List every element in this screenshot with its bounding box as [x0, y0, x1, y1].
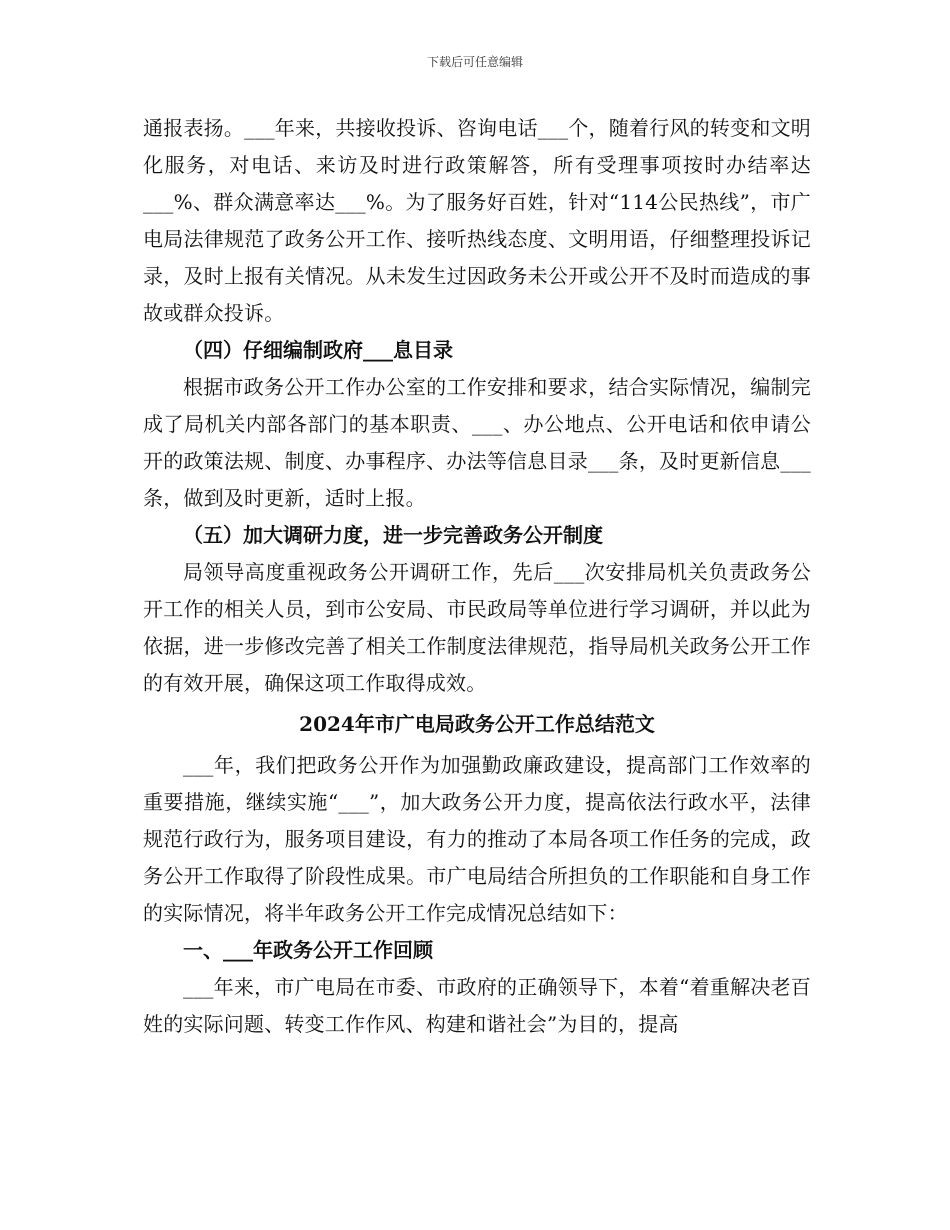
paragraph-2: 根据市政务公开工作办公室的工作安排和要求，结合实际情况，编制完成了局机关内部各部门的基本职责、___、办公地点、公开电话和依申请公开的政策法规、制度、办事程序、办法等信息目录___条，及时更新信息___条，做到及时更新，适时上报。	[143, 375, 811, 510]
paragraph-5: ___年来，市广电局在市委、市政府的正确领导下，本着“着重解决老百姓的实际问题、转变工作作风、构建和谐社会”为目的，提高	[143, 975, 811, 1036]
section-heading-5: （五）加大调研力度，进一步完善政务公开制度	[183, 523, 603, 547]
document-body	[143, 110, 811, 1043]
page-header: 下载后可任意编辑	[426, 55, 523, 69]
section-heading-4: （四）仔细编制政府___息目录	[183, 338, 453, 362]
section-heading-1: 一、___年政务公开工作回顾	[183, 938, 433, 962]
paragraph-4: ___年，我们把政务公开作为加强勤政廉政建设，提高部门工作效率的重要措施，继续实施“___”，加大政务公开力度，提高依法行政水平，法律规范行政行为，服务项目建设，有力的推动了本局各项工作任务的完成，政务公开工作取得了阶段性成果。市广电局结合所担负的工作职能和自身工作的实际情况，将半年政务公开工作完成情况总结如下：	[143, 753, 811, 925]
document-title: 2024年市广电局政务公开工作总结范文	[299, 712, 655, 736]
paragraph-3: 局领导高度重视政务公开调研工作，先后___次安排局机关负责政务公开工作的相关人员，到市公安局、市民政局等单位进行学习调研，并以此为依据，进一步修改完善了相关工作制度法律规范，指导局机关政务公开工作的有效开展，确保这项工作取得成效。	[143, 560, 811, 695]
paragraph-1: 通报表扬。___年来，共接收投诉、咨询电话___个，随着行风的转变和文明化服务，对电话、来访及时进行政策解答，所有受理事项按时办结率达___%、群众满意率达___%。为了服务好百姓，针对“114公民热线”，市广电局法律规范了政务公开工作、接听热线态度、文明用语，仔细整理投诉记录，及时上报有关情况。从未发生过因政务未公开或公开不及时而造成的事故或群众投诉。	[143, 116, 811, 325]
